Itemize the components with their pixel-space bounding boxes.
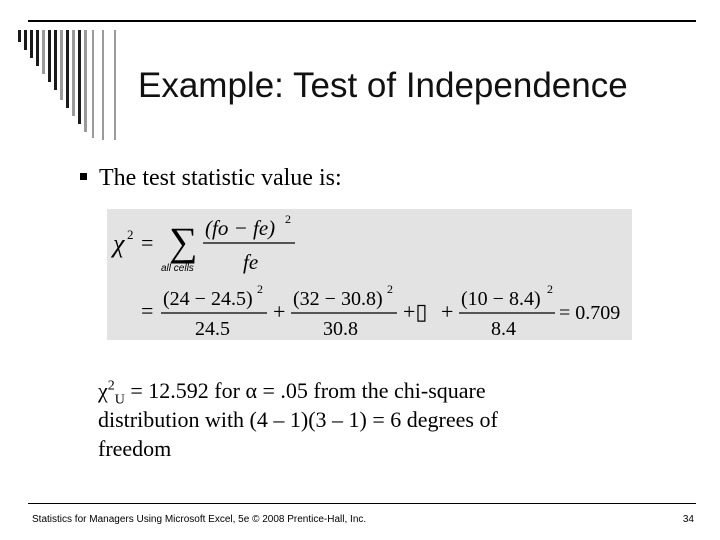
ellipsis-term: +▯ <box>403 299 428 324</box>
chi-exponent: 2 <box>127 227 134 242</box>
term1-exponent: 2 <box>257 282 263 296</box>
slide-title: Example: Test of Independence <box>138 66 628 105</box>
square-bullet-icon <box>80 173 87 180</box>
decorative-bar <box>24 30 27 50</box>
decorative-bar <box>102 30 104 140</box>
second-line-equals: = <box>141 298 154 323</box>
note-chi-sub: U <box>114 392 125 408</box>
decorative-bar <box>48 30 51 82</box>
bullet-text: The test statistic value is: <box>99 165 342 191</box>
term2-exponent: 2 <box>387 282 393 296</box>
note-line3: freedom <box>98 436 172 461</box>
bullet-item <box>80 165 342 192</box>
sigma-symbol: ∑ <box>169 219 198 264</box>
decorative-bar <box>30 30 33 58</box>
decorative-bar <box>42 30 45 74</box>
decorative-bar <box>18 30 21 42</box>
decorative-bar <box>78 30 81 124</box>
formula-svg <box>107 209 632 340</box>
plus-sign-1: + <box>273 299 286 324</box>
critical-value-note <box>98 376 568 463</box>
note-chi: χ <box>98 378 108 403</box>
term3-exponent: 2 <box>547 282 553 296</box>
note-line1: = 12.592 for α = .05 from the chi-square <box>124 378 486 403</box>
general-denominator: fe <box>243 250 259 274</box>
decorative-bar <box>36 30 39 66</box>
decorative-bar <box>60 30 63 100</box>
term1-denominator: 24.5 <box>195 318 230 340</box>
formula-result: = 0.709 <box>559 302 621 324</box>
decorative-bar <box>84 30 87 132</box>
sigma-subscript: all cells <box>161 263 194 274</box>
term2-numerator: (32 − 30.8) <box>293 288 383 310</box>
general-numerator: (fo − fe) <box>205 216 276 240</box>
footer-rule <box>28 503 696 504</box>
term1-numerator: (24 − 24.5) <box>163 288 253 310</box>
chi-symbol: χ <box>113 229 125 258</box>
decorative-bar <box>66 30 69 108</box>
decorative-bar <box>54 30 57 90</box>
footer-text: Statistics for Managers Using Microsoft Excel, 5e © 2008 Prentice-Hall, Inc. <box>32 514 367 525</box>
general-numerator-exponent: 2 <box>285 212 291 226</box>
term3-denominator: 8.4 <box>491 318 516 340</box>
note-line2: distribution with (4 – 1)(3 – 1) = 6 degrees of <box>98 407 498 432</box>
term2-denominator: 30.8 <box>323 318 358 340</box>
decorative-bar <box>114 30 116 140</box>
decorative-bar <box>92 30 94 138</box>
formula-image <box>107 209 632 340</box>
decorative-bar <box>72 30 75 116</box>
top-rule <box>28 20 696 22</box>
equals-sign: = <box>141 230 154 255</box>
plus-sign-2: + <box>441 299 454 324</box>
page-number: 34 <box>682 514 694 525</box>
note-chi-sup: 2 <box>107 378 115 394</box>
term3-numerator: (10 − 8.4) <box>461 288 541 310</box>
